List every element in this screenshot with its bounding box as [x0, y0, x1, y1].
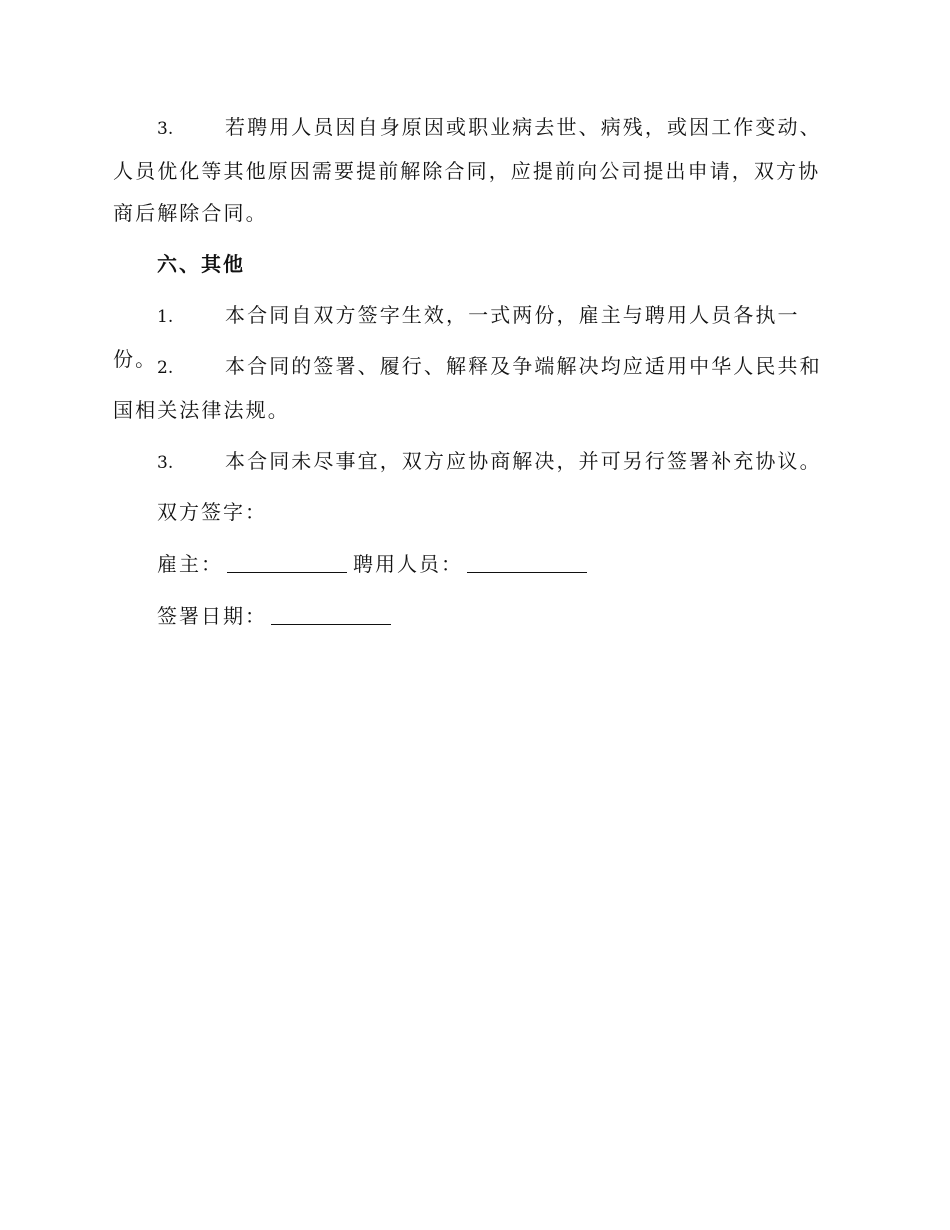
- employer-signature-line[interactable]: [227, 552, 347, 573]
- signature-date-row: [157, 595, 397, 637]
- employer-label: 雇主：: [157, 552, 223, 576]
- employee-signature-line[interactable]: [467, 552, 587, 573]
- signature-title: 双方签字：: [157, 500, 267, 524]
- clause-number: 3.: [157, 119, 174, 139]
- clause-text: 若聘用人员因自身原因或职业病去世、病残，或因工作变动、人员优化等其他原因需要提前解除合同，应提前向公司提出申请，双方协商后解除合同。: [113, 115, 822, 225]
- employee-label: 聘用人员：: [353, 552, 463, 576]
- clause-6-item-2: [113, 345, 831, 431]
- clause-text: 本合同自双方签字生效，一式两份，雇主与聘用人员各执一份。: [113, 303, 800, 371]
- clause-number: 2.: [157, 358, 174, 378]
- section-heading: 六、其他: [157, 252, 245, 276]
- date-signature-line[interactable]: [271, 604, 391, 625]
- clause-number: 3.: [157, 453, 174, 473]
- signature-parties-row: [157, 543, 593, 585]
- clause-text: 本合同的签署、履行、解释及争端解决均应适用中华人民共和国相关法律法规。: [113, 354, 822, 422]
- date-label: 签署日期：: [157, 604, 267, 628]
- clause-text: 本合同未尽事宜，双方应协商解决，并可另行签署补充协议。: [225, 449, 822, 473]
- clause-5-item-3: [113, 106, 831, 234]
- clause-number: 1.: [157, 307, 174, 327]
- clause-6-item-3: [113, 440, 831, 484]
